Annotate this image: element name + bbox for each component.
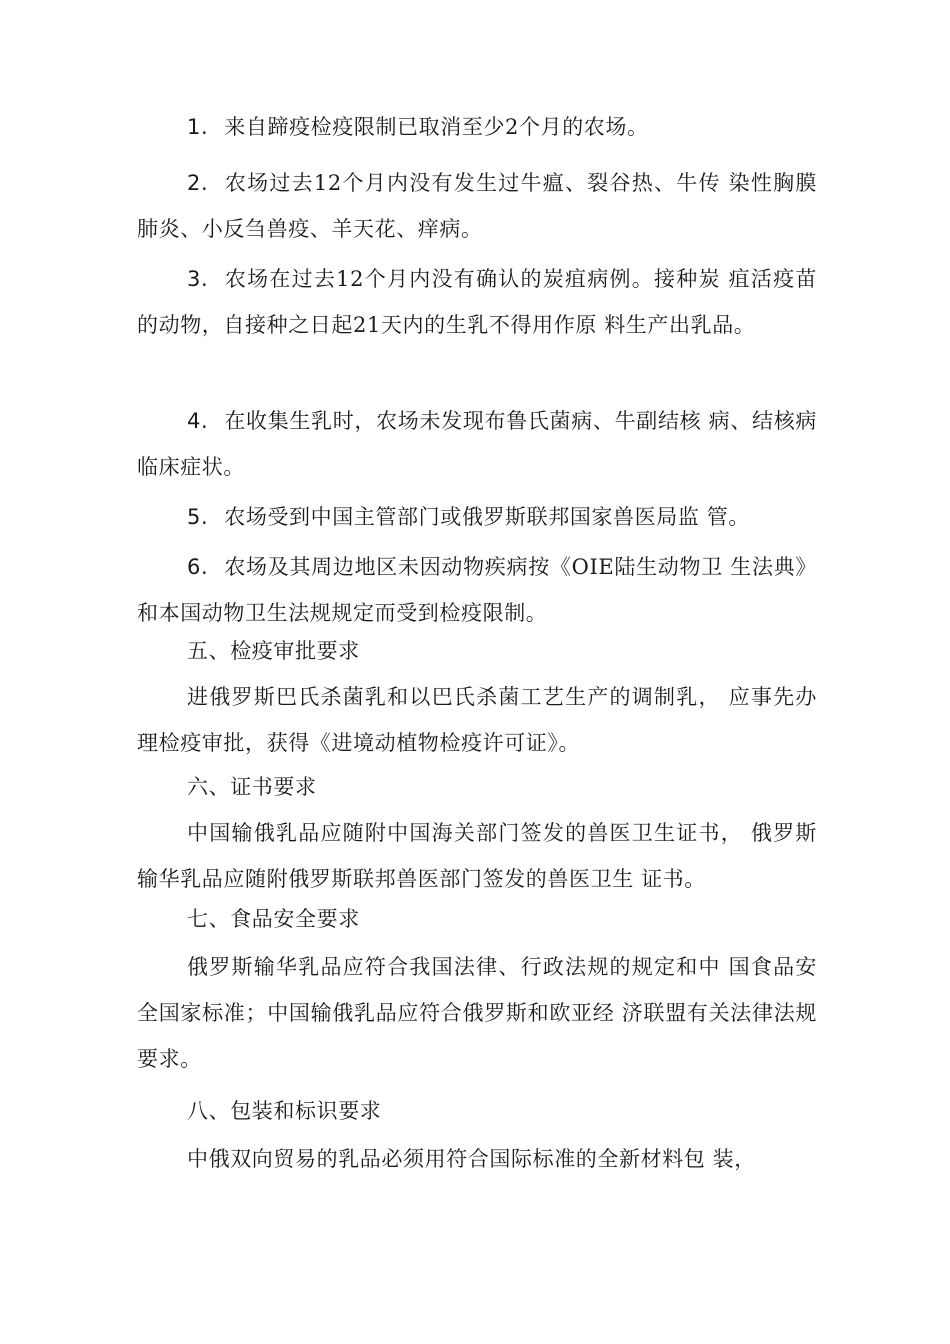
item-number: 1.	[187, 115, 209, 139]
item-text: 农场及其周边地区未因动物疾病按《OIE陆生动物卫 生法典》和本国动物卫生法规规定而受到检疫限制。	[137, 555, 817, 625]
item-number: 2.	[187, 171, 209, 195]
item-text: 在收集生乳时，农场未发现布鲁氏菌病、牛副结核 病、结核病临床症状。	[137, 409, 817, 479]
list-item-3	[137, 256, 817, 348]
section-body-5: 进俄罗斯巴氏杀菌乳和以巴氏杀菌工艺生产的调制乳， 应事先办理检疫审批，获得《进境动植物检疫许可证》。	[137, 685, 817, 755]
item-number: 4.	[187, 409, 209, 433]
section-body-7: 俄罗斯输华乳品应符合我国法律、行政法规的规定和中 国食品安全国家标准；中国输俄乳品应符合俄罗斯和欧亚经 济联盟有关法律法规要求。	[137, 955, 817, 1071]
section-heading-5: 五、检疫审批要求	[187, 639, 360, 663]
list-item-6	[137, 544, 817, 636]
section-body-8: 中俄双向贸易的乳品必须用符合国际标准的全新材料包 装，	[187, 1147, 756, 1171]
item-number: 6.	[187, 555, 209, 579]
item-text: 来自蹄疫检疫限制已取消至少2个月的农场。	[224, 115, 649, 139]
section-heading-8: 八、包装和标识要求	[187, 1099, 382, 1123]
section-body-6: 中国输俄乳品应随附中国海关部门签发的兽医卫生证书， 俄罗斯输华乳品应随附俄罗斯联邦兽医部门签发的兽医卫生 证书。	[137, 821, 817, 891]
list-item-5	[137, 494, 817, 540]
section-heading-6: 六、证书要求	[187, 775, 317, 799]
item-number: 5.	[187, 505, 209, 529]
list-item-2	[137, 160, 817, 252]
item-text: 农场过去12个月内没有发生过牛瘟、裂谷热、牛传 染性胸膜肺炎、小反刍兽疫、羊天花、痒病。	[137, 171, 817, 241]
section-heading-7: 七、食品安全要求	[187, 907, 360, 931]
item-text: 农场在过去12个月内没有确认的炭疽病例。接种炭 疽活疫苗的动物，自接种之日起21天内的生乳不得用作原 料生产出乳品。	[137, 267, 817, 337]
list-item-1	[137, 104, 817, 150]
item-text: 农场受到中国主管部门或俄罗斯联邦国家兽医局监 管。	[224, 505, 750, 529]
list-item-4	[137, 398, 817, 490]
item-number: 3.	[187, 267, 209, 291]
